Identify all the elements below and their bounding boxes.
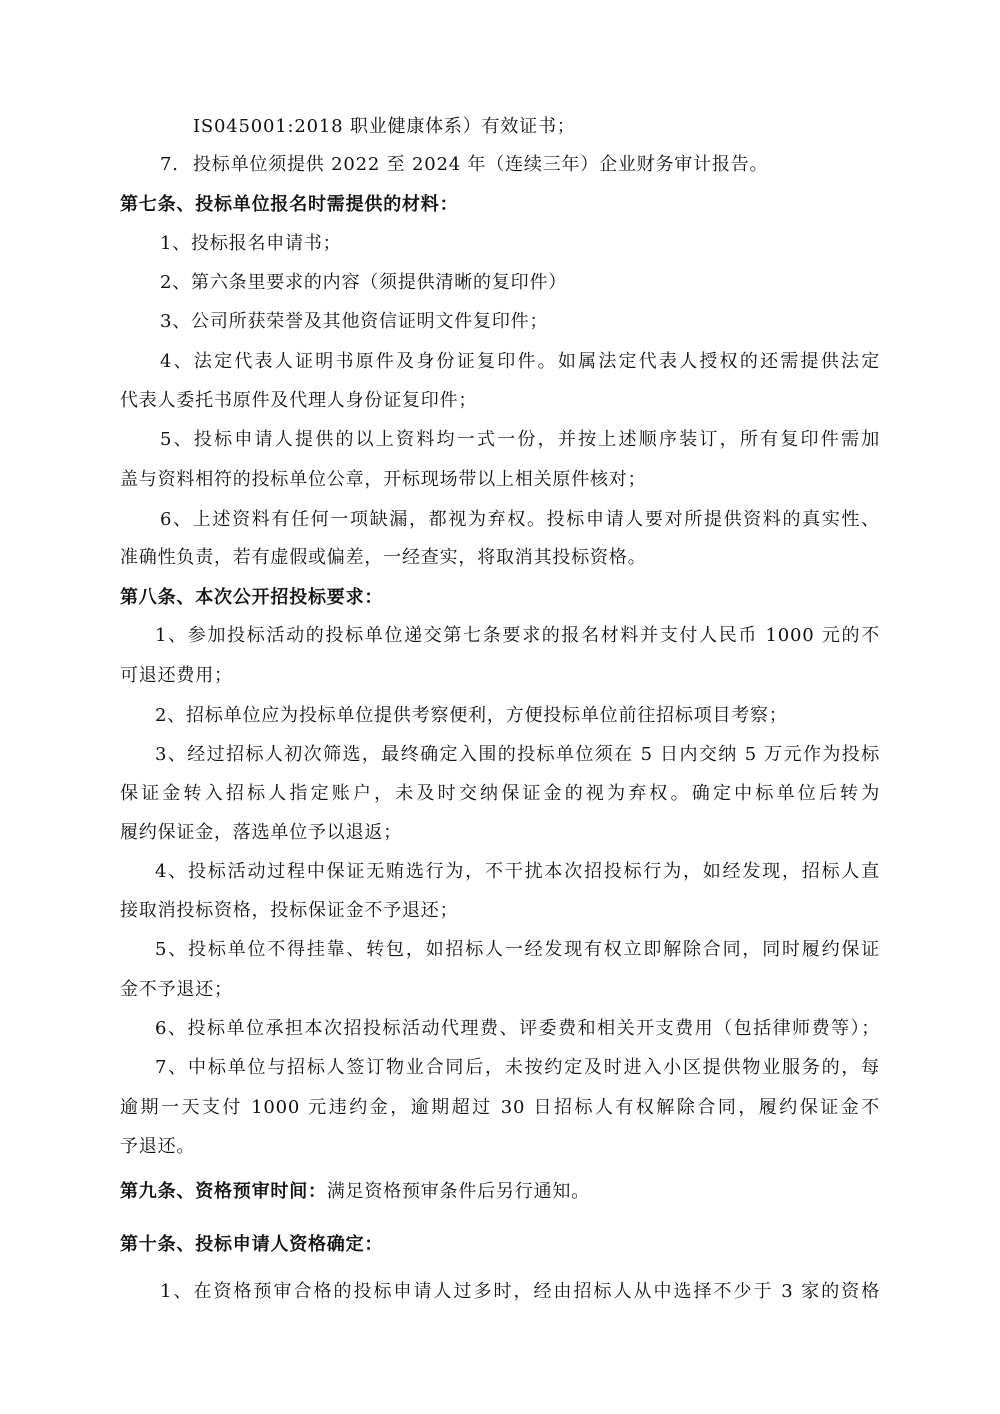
article-8-item-5-line-2: 金不予退还； bbox=[120, 979, 233, 1000]
article-8-item-6: 6、投标单位承担本次招投标活动代理费、评委费和相关开支费用（包括律师费等）； bbox=[155, 1018, 880, 1039]
article-7-item-2: 2、第六条里要求的内容（须提供清晰的复印件） bbox=[160, 272, 568, 293]
item-7-text: 投标单位须提供 2022 至 2024 年（连续三年）企业财务审计报告。 bbox=[193, 154, 769, 175]
article-8-item-1-line-1: 1、参加投标活动的投标单位递交第七条要求的报名材料并支付人民币 1000 元的不 bbox=[155, 625, 880, 646]
article-8-item-1-line-2: 可退还费用； bbox=[120, 665, 233, 686]
article-8-item-3-line-1: 3、经过招标人初次筛选，最终确定入围的投标单位须在 5 日内交纳 5 万元作为投标 bbox=[155, 744, 880, 765]
article-7-item-5-line-2: 盖与资料相符的投标单位公章，开标现场带以上相关原件核对； bbox=[120, 469, 647, 490]
article-8-item-2: 2、招标单位应为投标单位提供考察便利，方便投标单位前往招标项目考察； bbox=[155, 705, 788, 726]
article-8-item-7-line-2: 逾期一天支付 1000 元违约金，逾期超过 30 日招标人有权解除合同，履约保证金不 bbox=[120, 1097, 880, 1118]
article-8-heading: 第八条、本次公开招投标要求： bbox=[120, 587, 384, 608]
article-7-item-3: 3、公司所获荣誉及其他资信证明文件复印件； bbox=[160, 311, 549, 332]
item-6-continuation: IS045001:2018 职业健康体系）有效证书； bbox=[193, 116, 576, 137]
article-8-item-7-line-1: 7、中标单位与招标人签订物业合同后，未按约定及时进入小区提供物业服务的，每 bbox=[155, 1057, 880, 1078]
article-8-item-3-line-3: 履约保证金，落选单位予以退返； bbox=[120, 822, 402, 843]
article-9-heading: 第九条、资格预审时间： bbox=[120, 1181, 327, 1202]
article-9-paragraph bbox=[120, 1180, 880, 1204]
article-7-item-4-line-2: 代表人委托书原件及代理人身份证复印件； bbox=[120, 390, 478, 411]
article-10-heading: 第十条、投标申请人资格确定： bbox=[120, 1234, 384, 1255]
article-7-heading: 第七条、投标单位报名时需提供的材料： bbox=[120, 194, 459, 215]
article-7-item-5-line-1: 5、投标申请人提供的以上资料均一式一份，并按上述顺序装订，所有复印件需加 bbox=[160, 429, 880, 450]
article-9-text: 满足资格预审条件后另行通知。 bbox=[326, 1181, 591, 1202]
article-7-item-4-line-1: 4、法定代表人证明书原件及身份证复印件。如属法定代表人授权的还需提供法定 bbox=[160, 351, 880, 372]
article-7-item-1: 1、投标报名申请书； bbox=[160, 233, 342, 254]
article-8-item-4-line-2: 接取消投标资格，投标保证金不予退还； bbox=[120, 900, 459, 921]
item-7-number: 7. bbox=[160, 154, 179, 175]
article-7-item-6-line-1: 6、上述资料有任何一项缺漏，都视为弃权。投标申请人要对所提供资料的真实性、 bbox=[160, 509, 880, 530]
article-8-item-7-line-3: 予退还。 bbox=[120, 1136, 196, 1157]
article-8-item-4-line-1: 4、投标活动过程中保证无贿选行为，不干扰本次招投标行为，如经发现，招标人直 bbox=[155, 861, 880, 882]
article-8-item-3-line-2: 保证金转入招标人指定账户，未及时交纳保证金的视为弃权。确定中标单位后转为 bbox=[120, 783, 880, 804]
article-8-item-5-line-1: 5、投标单位不得挂靠、转包，如招标人一经发现有权立即解除合同，同时履约保证 bbox=[155, 939, 880, 960]
article-7-item-6-line-2: 准确性负责，若有虚假或偏差，一经查实，将取消其投标资格。 bbox=[120, 547, 647, 568]
article-10-item-1-line-1: 1、在资格预审合格的投标申请人过多时，经由招标人从中选择不少于 3 家的资格 bbox=[160, 1281, 880, 1302]
